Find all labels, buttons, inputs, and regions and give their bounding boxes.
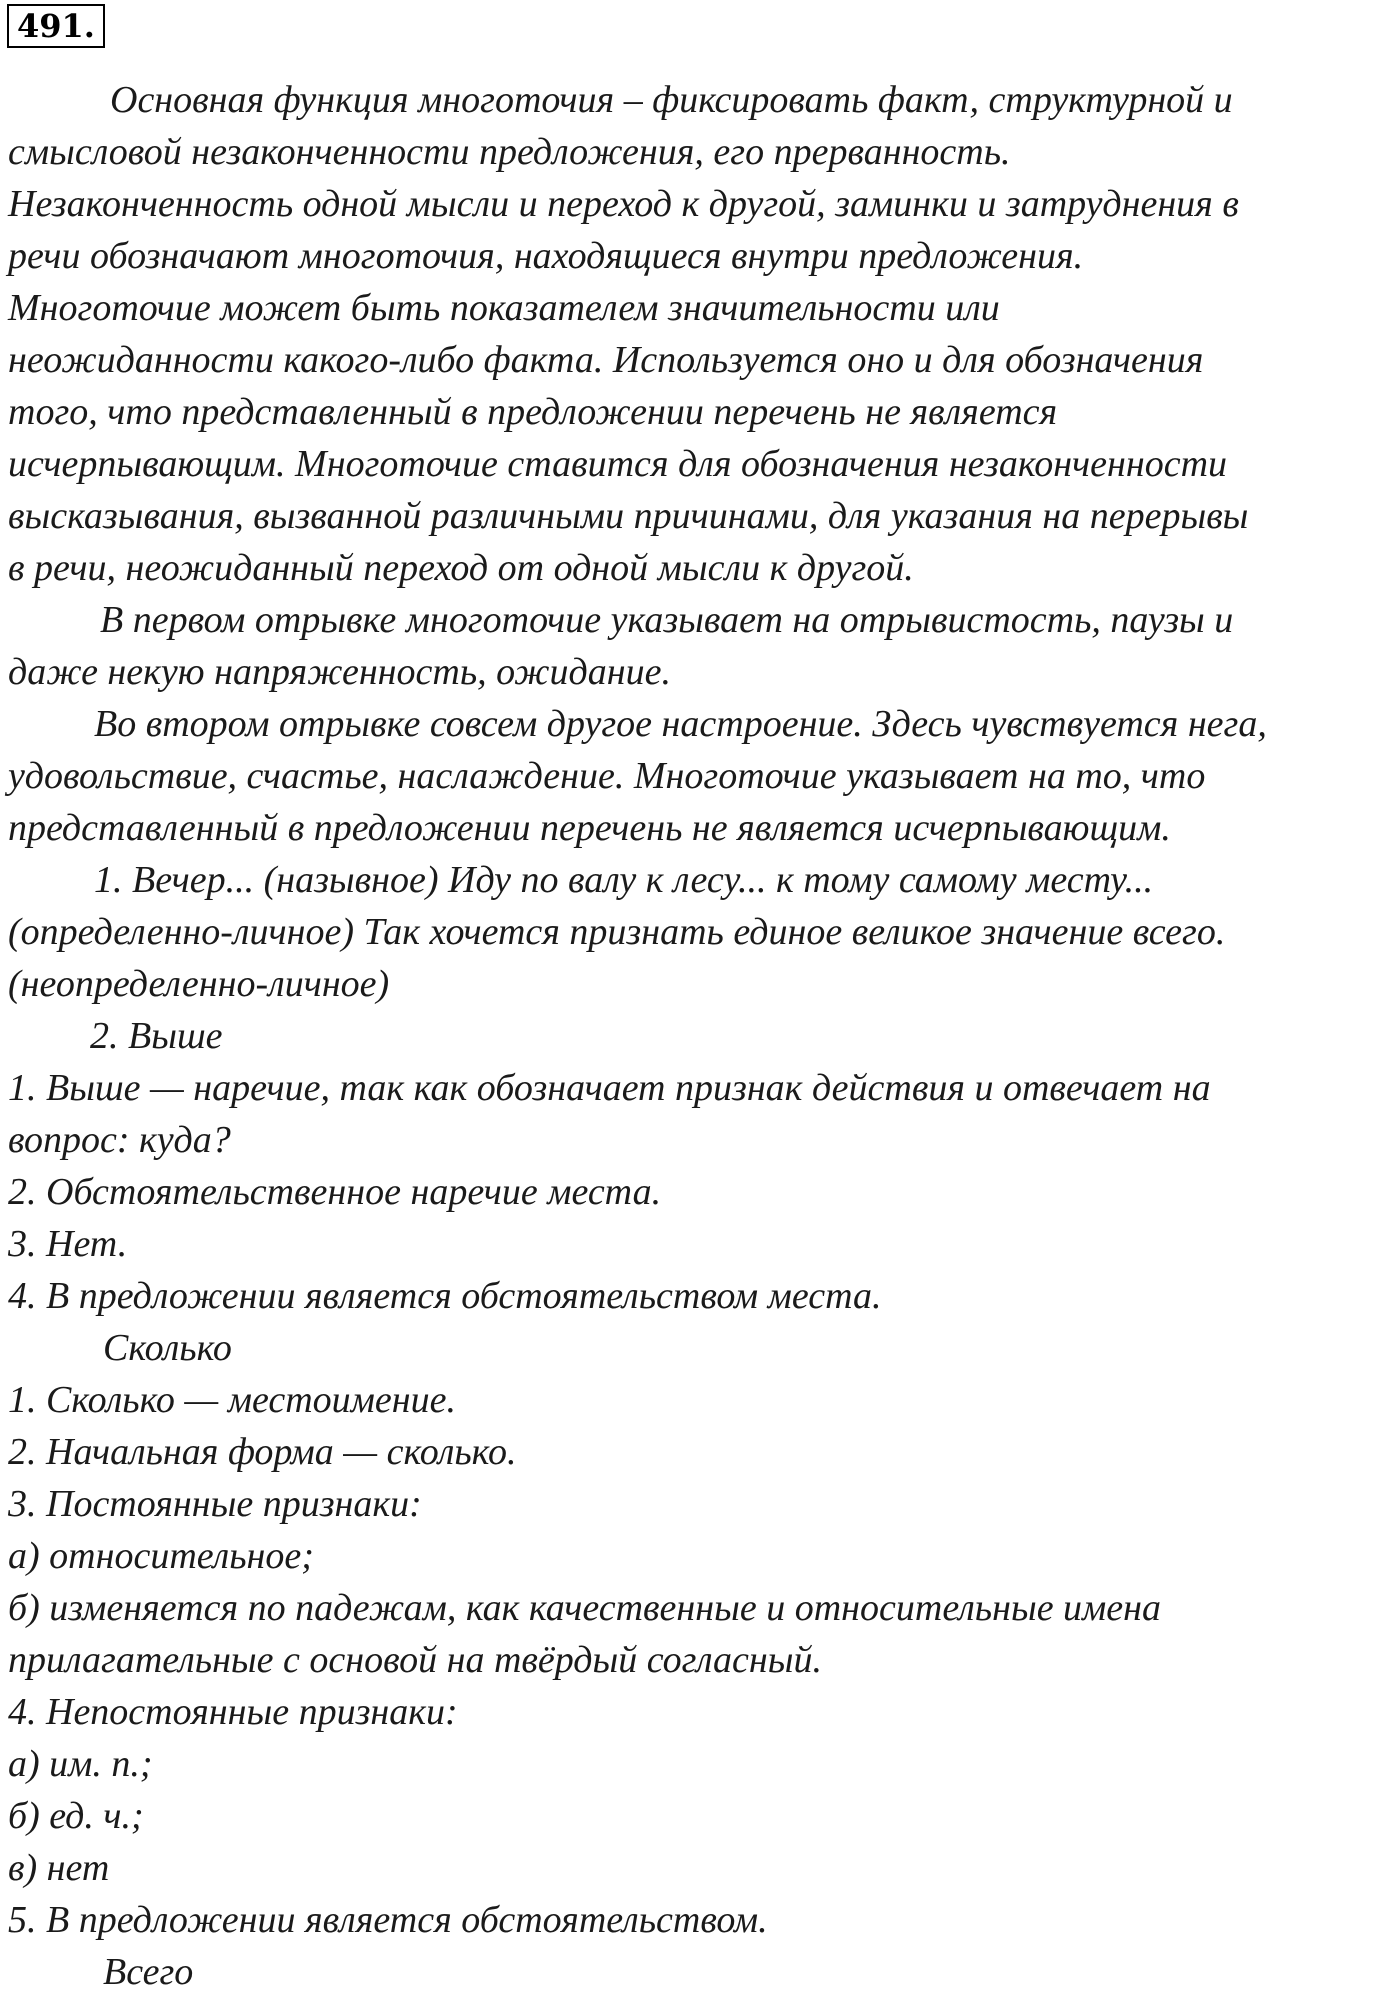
document-body bbox=[8, 74, 1393, 1998]
text-line: (неопределенно-личное) bbox=[8, 963, 390, 1005]
text-line: 1. Вечер... (назывное) Иду по валу к лесу... к тому самому месту... bbox=[94, 859, 1154, 901]
text-line: 4. В предложении является обстоятельством места. bbox=[8, 1275, 882, 1317]
text-line: удовольствие, счастье, наслаждение. Многоточие указывает на то, что bbox=[8, 755, 1206, 797]
text-line: 2. Обстоятельственное наречие места. bbox=[8, 1171, 662, 1213]
text-line: представленный в предложении перечень не является исчерпывающим. bbox=[8, 807, 1171, 849]
text-line: В первом отрывке многоточие указывает на отрывистость, паузы и bbox=[100, 599, 1234, 641]
text-line: 3. Постоянные признаки: bbox=[8, 1483, 422, 1525]
text-line: 4. Непостоянные признаки: bbox=[8, 1691, 458, 1733]
text-line: 1. Выше — наречие, так как обозначает признак действия и отвечает на bbox=[8, 1067, 1211, 1109]
text-line: а) относительное; bbox=[8, 1535, 314, 1577]
text-line: речи обозначают многоточия, находящиеся внутри предложения. bbox=[8, 235, 1084, 277]
text-line: 3. Нет. bbox=[8, 1223, 128, 1265]
text-line: Незаконченность одной мысли и переход к другой, заминки и затруднения в bbox=[8, 183, 1239, 225]
section-heading: Всего bbox=[103, 1951, 194, 1993]
text-line: вопрос: куда? bbox=[8, 1119, 231, 1161]
text-line: (определенно-личное) Так хочется признать единое великое значение всего. bbox=[8, 911, 1226, 953]
text-line: а) им. п.; bbox=[8, 1743, 153, 1785]
text-line: в речи, неожиданный переход от одной мысли к другой. bbox=[8, 547, 914, 589]
exercise-number-badge: 491. bbox=[7, 4, 105, 48]
section-heading: Сколько bbox=[103, 1327, 232, 1369]
text-line: б) изменяется по падежам, как качественные и относительные имена bbox=[8, 1587, 1162, 1629]
text-line: Во втором отрывке совсем другое настроение. Здесь чувствуется нега, bbox=[94, 703, 1267, 745]
text-line: того, что представленный в предложении перечень не является bbox=[8, 391, 1058, 433]
text-line: неожиданности какого-либо факта. Используется оно и для обозначения bbox=[8, 339, 1204, 381]
text-line: 1. Сколько — местоимение. bbox=[8, 1379, 456, 1421]
text-line: Многоточие может быть показателем значительности или bbox=[8, 287, 1000, 329]
text-line: Основная функция многоточия – фиксировать факт, структурной и bbox=[110, 79, 1233, 121]
text-line: прилагательные с основой на твёрдый согласный. bbox=[8, 1639, 822, 1681]
text-line: в) нет bbox=[8, 1847, 110, 1889]
text-line: 2. Начальная форма — сколько. bbox=[8, 1431, 517, 1473]
section-heading: 2. Выше bbox=[90, 1015, 223, 1057]
text-line: исчерпывающим. Многоточие ставится для обозначения незаконченности bbox=[8, 443, 1228, 485]
text-line: даже некую напряженность, ожидание. bbox=[8, 651, 671, 693]
text-line: смысловой незаконченности предложения, его прерванность. bbox=[8, 131, 1011, 173]
text-line: 5. В предложении является обстоятельством. bbox=[8, 1899, 768, 1941]
text-line: высказывания, вызванной различными причинами, для указания на перерывы bbox=[8, 495, 1249, 537]
text-line: б) ед. ч.; bbox=[8, 1795, 144, 1837]
